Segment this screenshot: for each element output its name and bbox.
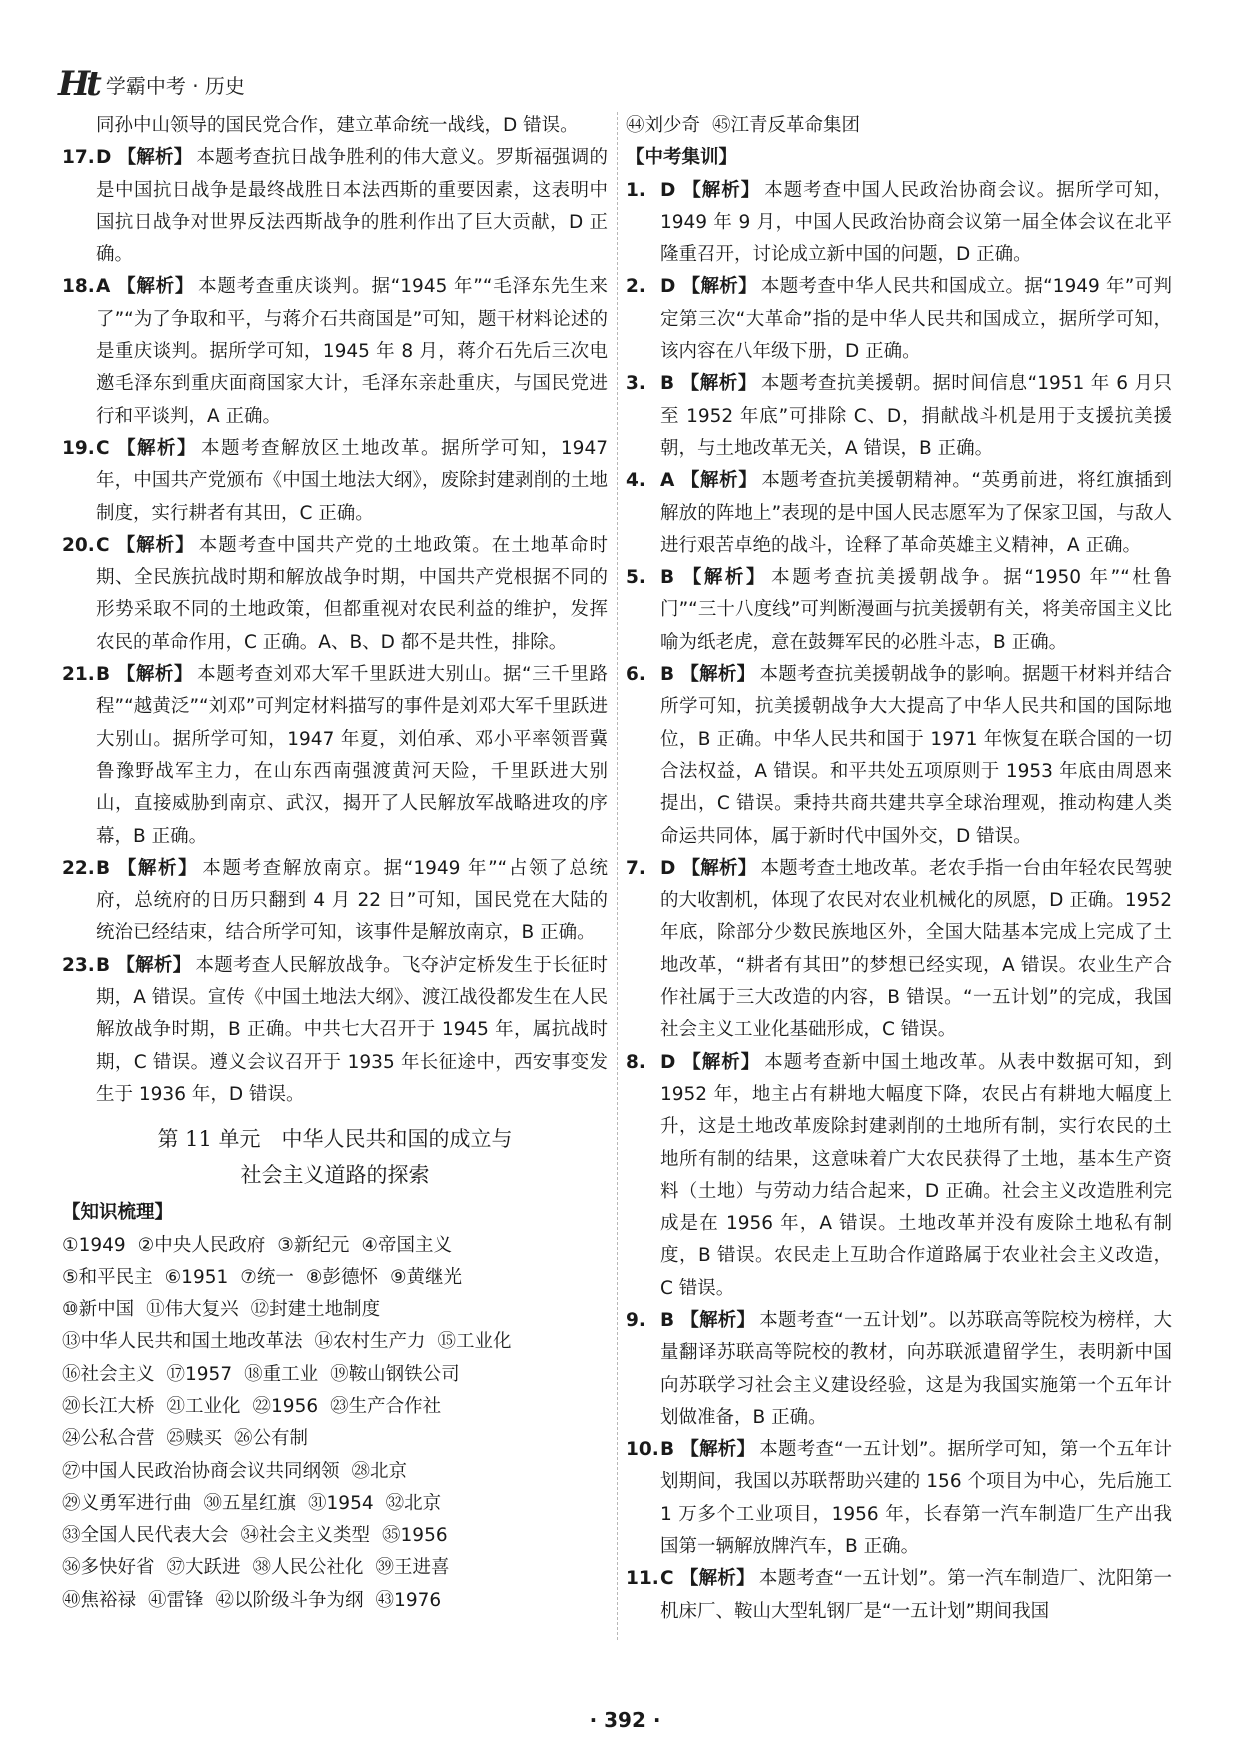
knowledge-point: ㊴王进喜 — [375, 1557, 450, 1579]
analysis-tag: 【解析】 — [116, 664, 194, 686]
left-answer-list — [62, 142, 608, 1111]
question-number: 23. — [62, 954, 95, 976]
answer-item — [62, 142, 608, 271]
knowledge-point: ㉑工业化 — [166, 1395, 241, 1417]
knowledge-point: ①1949 — [62, 1234, 126, 1256]
question-number: 20. — [62, 534, 95, 556]
analysis-text: 本题考查解放区土地改革。据所学可知，1947 年，中国共产党颁布《中国土地法大纲》，废除封建剥削的土地制度，实行耕者有其田，C 正确。 — [96, 437, 608, 524]
answer-letter: B — [96, 664, 111, 686]
knowledge-point: ⑩新中国 — [62, 1299, 135, 1321]
knowledge-line — [62, 1552, 608, 1584]
question-number: 4. — [626, 470, 646, 492]
answer-item — [626, 1563, 1172, 1628]
knowledge-point: ㉗中国人民政治协商会议共同纲领 — [62, 1460, 340, 1482]
knowledge-point: ⑰1957 — [166, 1363, 233, 1385]
answer-letter: D — [96, 147, 112, 169]
knowledge-point: ㊷以阶级斗争为纲 — [215, 1589, 364, 1611]
answer-item — [626, 1434, 1172, 1563]
right-answer-list — [626, 175, 1172, 1628]
knowledge-point: ㊸1976 — [375, 1589, 442, 1611]
analysis-text: 本题考查人民解放战争。飞夺泸定桥发生于长征时期，A 错误。宣传《中国土地法大纲》、渡江战役都发生在人民解放战争时期，B 正确。中共七大召开于 1945 年，属抗战时期，C 错误。遵义会议召开于 1935 年长征途中，西安事变发生于 1936 年，D 错误。 — [96, 954, 608, 1105]
knowledge-point: ②中央人民政府 — [137, 1234, 266, 1256]
analysis-text: 本题考查中国人民政治协商会议。据所学可知，1949 年 9 月，中国人民政治协商会议第一届全体会议在北平隆重召开，讨论成立新中国的问题，D 正确。 — [660, 179, 1172, 266]
knowledge-point: ⑯社会主义 — [62, 1363, 155, 1385]
analysis-text: 本题考查新中国土地改革。从表中数据可知，到 1952 年，地主占有耕地大幅度下降，农民占有耕地大幅度上升，这是土地改革废除封建剥削的土地所有制，实行农民的土地所有制的结果，这意味着广大农民获得了土地，基本生产资料（土地）与劳动力结合起来，D 正确。社会主义改造胜利完成是在 1956 年，A 错误。土地改革并没有废除土地私有制度，B 错误。农民走上互助合作道路属于农业社会主义改造，C 错误。 — [660, 1051, 1172, 1299]
question-number: 21. — [62, 664, 95, 686]
question-number: 7. — [626, 857, 646, 879]
knowledge-point: ㉝全国人民代表大会 — [62, 1525, 229, 1547]
answer-letter: B — [660, 373, 675, 395]
answer-letter: B — [660, 1439, 675, 1461]
analysis-text: 本题考查中国共产党的土地政策。在土地革命时期、全民族抗战时期和解放战争时期，中国共产党根据不同的形势采取不同的土地政策，但都重视对农民利益的维护，发挥农民的革命作用，C 正确。A、B、D 都不是共性，排除。 — [96, 534, 608, 653]
question-number: 11. — [626, 1568, 659, 1590]
answer-item — [62, 659, 608, 853]
analysis-tag: 【解析】 — [681, 276, 757, 298]
analysis-tag: 【解析】 — [681, 179, 761, 201]
answer-letter: B — [96, 954, 111, 976]
question-number: 8. — [626, 1051, 646, 1073]
knowledge-line — [62, 1488, 608, 1520]
answer-letter: B — [660, 567, 675, 589]
answer-letter: D — [660, 276, 676, 298]
knowledge-point: ㊱多快好省 — [62, 1557, 155, 1579]
analysis-text: 本题考查“一五计划”。第一汽车制造厂、沈阳第一机床厂、鞍山大型轧钢厂是“一五计划”期间我国 — [660, 1568, 1172, 1622]
header-title: 学霸中考 · 历史 — [105, 73, 245, 98]
knowledge-point: ㊵焦裕禄 — [62, 1589, 137, 1611]
answer-item — [62, 950, 608, 1111]
knowledge-line — [62, 1520, 608, 1552]
knowledge-point: ④帝国主义 — [361, 1234, 452, 1256]
analysis-tag: 【解析】 — [680, 1439, 756, 1461]
question-number: 18. — [62, 276, 95, 298]
answer-item — [626, 271, 1172, 368]
answer-letter: C — [96, 437, 110, 459]
question-number: 2. — [626, 276, 646, 298]
analysis-text: 本题考查“一五计划”。以苏联高等院校为榜样，大量翻译苏联高等院校的教材，向苏联派遣留学生，表明新中国向苏联学习社会主义建设经验，这是为我国实施第一个五年计划做准备，B 正确。 — [660, 1309, 1172, 1428]
question-number: 9. — [626, 1309, 646, 1331]
knowledge-line — [62, 1585, 608, 1617]
knowledge-point: ㊳人民公社化 — [252, 1557, 364, 1579]
answer-letter: A — [96, 276, 111, 298]
knowledge-line — [62, 1230, 608, 1262]
exam-heading: 【中考集训】 — [626, 147, 738, 169]
knowledge-point: ㉔公私合营 — [62, 1428, 155, 1450]
answer-item — [626, 465, 1172, 562]
question-number: 10. — [626, 1439, 659, 1461]
answer-letter: A — [660, 470, 675, 492]
knowledge-point: ㉟1956 — [382, 1525, 448, 1547]
question-number: 5. — [626, 567, 646, 589]
analysis-tag: 【解析】 — [116, 954, 192, 976]
page-header — [58, 66, 245, 102]
answer-letter: B — [96, 857, 111, 879]
analysis-tag: 【解析】 — [117, 147, 193, 169]
analysis-tag: 【解析】 — [115, 437, 198, 459]
knowledge-point: ③新纪元 — [277, 1234, 350, 1256]
analysis-text: 本题考查抗美援朝战争的影响。据题干材料并结合所学可知，抗美援朝战争大大提高了中华人民共和国的国际地位，B 正确。中华人民共和国于 1971 年恢复在联合国的一切合法权益，A 错误。和平共处五项原则于 1953 年底由周恩来提出，C 错误。秉持共商共建共享全球治理观，推动构建人类命运共同体，属于新时代中国外交，D 错误。 — [660, 664, 1172, 847]
answer-letter: B — [660, 1309, 675, 1331]
knowledge-point: ⑤和平民主 — [62, 1266, 153, 1288]
analysis-text: 本题考查抗美援朝战争。据“1950 年”“杜鲁门”“三十八度线”可判断漫画与抗美援朝有关，将美帝国主义比喻为纸老虎，意在鼓舞军民的必胜斗志，B 正确。 — [660, 567, 1172, 653]
analysis-tag: 【解析】 — [680, 567, 768, 589]
analysis-tag: 【解析】 — [681, 857, 757, 879]
knowledge-point: ㊹刘少奇 — [626, 115, 701, 136]
knowledge-point: ⑦统一 — [240, 1266, 294, 1288]
knowledge-point: ㉖公有制 — [234, 1428, 309, 1450]
analysis-tag: 【解析】 — [680, 373, 757, 395]
answer-item — [626, 1305, 1172, 1434]
answer-letter: C — [96, 534, 110, 556]
answer-item — [626, 1047, 1172, 1305]
analysis-tag: 【解析】 — [680, 664, 756, 686]
knowledge-point: ㉛1954 — [308, 1492, 374, 1514]
analysis-tag: 【解析】 — [115, 534, 195, 556]
knowledge-line — [62, 1456, 608, 1488]
knowledge-line — [62, 1359, 608, 1391]
answer-item — [62, 271, 608, 432]
knowledge-points — [62, 1230, 608, 1618]
left-column — [62, 110, 608, 1617]
question-number: 3. — [626, 373, 646, 395]
answer-item — [626, 175, 1172, 272]
answer-item — [626, 368, 1172, 465]
knowledge-point: ⑪伟大复兴 — [146, 1299, 239, 1321]
answer-item — [62, 433, 608, 530]
question-number: 1. — [626, 179, 646, 201]
answer-letter: C — [660, 1568, 674, 1590]
analysis-text: 本题考查抗美援朝精神。“英勇前进，将红旗插到解放的阵地上”表现的是中国人民志愿军为了保家卫国，与敌人进行艰苦卓绝的战斗，诠释了革命英雄主义精神，A 正确。 — [660, 470, 1172, 556]
knowledge-point: ㉚五星红旗 — [203, 1492, 297, 1514]
knowledge-point: ㊶雷锋 — [148, 1589, 204, 1611]
answer-item — [626, 659, 1172, 853]
knowledge-point: ⑫封建土地制度 — [250, 1299, 381, 1321]
answer-item — [62, 853, 608, 950]
knowledge-point: ⑲鞍山钢铁公司 — [330, 1363, 460, 1385]
knowledge-point: ㊺江青反革命集团 — [712, 115, 861, 136]
knowledge-line — [62, 1391, 608, 1423]
analysis-tag: 【解析】 — [681, 1051, 761, 1073]
page-number: · 392 · — [589, 1708, 661, 1732]
answer-item — [62, 530, 608, 659]
knowledge-heading: 【知识梳理】 — [62, 1202, 174, 1224]
knowledge-point: ㉕赎买 — [166, 1428, 223, 1450]
knowledge-point: ⑬中华人民共和国土地改革法 — [62, 1331, 303, 1353]
analysis-tag: 【解析】 — [680, 470, 758, 492]
column-divider — [617, 112, 618, 1640]
analysis-text: 本题考查中华人民共和国成立。据“1949 年”可判定第三次“大革命”指的是中华人民共和国成立，据所学可知，该内容在八年级下册，D 正确。 — [660, 276, 1172, 363]
knowledge-point: ㊲大跃进 — [166, 1557, 241, 1579]
analysis-text: 本题考查重庆谈判。据“1945 年”“毛泽东先生来了”“为了争取和平，与蒋介石共商国是”可知，题干材料论述的是重庆谈判。据所学可知，1945 年 8 月，蒋介石先后三次电邀毛泽东到重庆面商国家大计，毛泽东亲赴重庆，与国民党进行和平谈判，A 正确。 — [96, 276, 608, 427]
analysis-text: 本题考查刘邓大军千里跃进大别山。据“三千里路程”“越黄泛”“刘邓”可判定材料描写的事件是刘邓大军千里跃进大别山。据所学可知，1947 年夏，刘伯承、邓小平率领晋冀鲁豫野战军主力，在山东西南强渡黄河天险，千里跃进大别山，直接威胁到南京、武汉，揭开了人民解放军战略进攻的序幕，B 正确。 — [96, 664, 608, 847]
knowledge-point: ⑱重工业 — [244, 1363, 319, 1385]
answer-letter: D — [660, 179, 676, 201]
continued-text: 同孙中山领导的国民党合作，建立革命统一战线，D 错误。 — [96, 115, 579, 136]
knowledge-line — [62, 1423, 608, 1455]
knowledge-line — [62, 1326, 608, 1358]
knowledge-point: ⑥1951 — [164, 1266, 229, 1288]
analysis-text: 本题考查解放南京。据“1949 年”“占领了总统府，总统府的日历只翻到 4 月 22 日”可知，国民党在大陆的统治已经结束，结合所学可知，该事件是解放南京，B 正确。 — [96, 857, 608, 944]
analysis-tag: 【解析】 — [116, 857, 199, 879]
answer-letter: D — [660, 857, 676, 879]
knowledge-line — [62, 1262, 608, 1294]
knowledge-point: ㉜北京 — [385, 1492, 442, 1514]
brand-logo: Ht — [58, 64, 98, 104]
question-number: 22. — [62, 857, 95, 879]
analysis-text: 本题考查抗美援朝。据时间信息“1951 年 6 月只至 1952 年底”可排除 C、D，捐献战斗机是用于支援抗美援朝，与土地改革无关，A 错误，B 正确。 — [660, 373, 1172, 459]
question-number: 17. — [62, 147, 95, 169]
knowledge-point: ㉙义勇军进行曲 — [62, 1492, 192, 1514]
analysis-text: 本题考查土地改革。老农手指一台由年轻农民驾驶的大收割机，体现了农民对农业机械化的夙愿，D 正确。1952 年底，除部分少数民族地区外，全国大陆基本完成上完成了土地改革，“耕者有其田”的梦想已经实现，A 错误。农业生产合作社属于三大改造的内容，B 错误。“一五计划”的完成，我国社会主义工业化基础形成，C 错误。 — [660, 857, 1172, 1041]
knowledge-point: ㉓生产合作社 — [330, 1395, 442, 1417]
unit-title: 第 11 单元 中华人民共和国的成立与 社会主义道路的探索 — [157, 1127, 513, 1188]
question-number: 19. — [62, 437, 95, 459]
question-number: 6. — [626, 664, 646, 686]
knowledge-point: ⑳长江大桥 — [62, 1395, 155, 1417]
knowledge-point: ⑨黄继光 — [389, 1266, 463, 1288]
answer-item — [626, 853, 1172, 1047]
analysis-tag: 【解析】 — [679, 1568, 755, 1590]
analysis-tag: 【解析】 — [116, 276, 195, 298]
knowledge-point: ⑭农村生产力 — [314, 1331, 426, 1353]
answer-letter: D — [660, 1051, 676, 1073]
right-column — [626, 110, 1172, 1628]
knowledge-point: ⑧彭德怀 — [305, 1266, 378, 1288]
answer-letter: B — [660, 664, 675, 686]
answer-item — [626, 562, 1172, 659]
analysis-text: 本题考查“一五计划”。据所学可知，第一个五年计划期间，我国以苏联帮助兴建的 156 个项目为中心，先后施工 1 万多个工业项目，1956 年，长春第一汽车制造厂生产出我国第一辆解放牌汽车，B 正确。 — [660, 1439, 1172, 1558]
analysis-tag: 【解析】 — [680, 1309, 756, 1331]
knowledge-point: ㉒1956 — [252, 1395, 319, 1417]
knowledge-point: ㉞社会主义类型 — [240, 1525, 371, 1547]
knowledge-points-continued — [626, 110, 1172, 142]
knowledge-point: ㉘北京 — [351, 1460, 408, 1482]
knowledge-line — [62, 1294, 608, 1326]
knowledge-point: ⑮工业化 — [437, 1331, 512, 1353]
analysis-text: 本题考查抗日战争胜利的伟大意义。罗斯福强调的是中国抗日战争是最终战胜日本法西斯的重要因素，这表明中国抗日战争对世界反法西斯战争的胜利作出了巨大贡献，D 正确。 — [96, 147, 608, 266]
